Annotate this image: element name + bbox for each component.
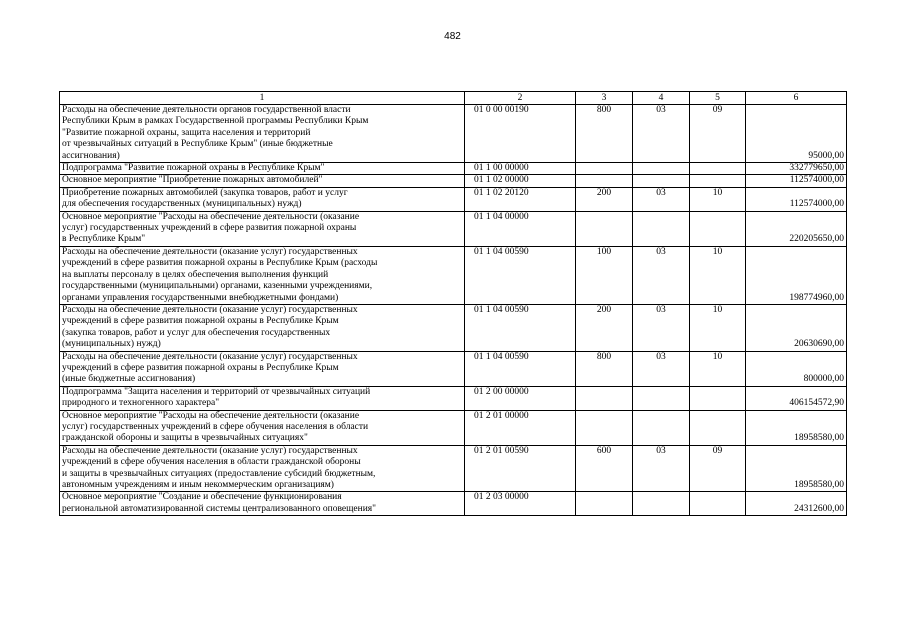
page-number: 482 bbox=[444, 31, 461, 42]
description-line: Основное мероприятие "Расходы на обеспечение деятельности (оказание bbox=[62, 211, 360, 222]
row-description bbox=[60, 175, 465, 187]
table-header-row bbox=[60, 92, 847, 105]
table-row bbox=[60, 492, 847, 516]
description-line: и защиты в чрезвычайных ситуациях (предоставление субсидий бюджетным, bbox=[62, 468, 376, 479]
table-row bbox=[60, 304, 847, 351]
table-row bbox=[60, 175, 847, 187]
row-section: 03 bbox=[633, 445, 690, 492]
header-cell-2: 2 bbox=[465, 92, 576, 105]
row-expense-type: 200 bbox=[576, 187, 633, 211]
row-subsection bbox=[690, 410, 746, 445]
description-line: учреждений в сфере обучения населения в области гражданской обороны bbox=[62, 457, 361, 468]
description-line: Основное мероприятие "Создание и обеспечение функционирования bbox=[62, 492, 342, 503]
row-expense-type bbox=[576, 163, 633, 175]
row-description bbox=[60, 246, 465, 304]
row-subsection: 09 bbox=[690, 105, 746, 163]
description-line: Расходы на обеспечение деятельности (оказание услуг) государственных bbox=[62, 304, 358, 315]
header-cell-5: 5 bbox=[690, 92, 746, 105]
row-amount: 24312600,00 bbox=[746, 492, 847, 516]
description-line: Расходы на обеспечение деятельности (оказание услуг) государственных bbox=[62, 246, 358, 257]
row-amount: 112574000,00 bbox=[746, 175, 847, 187]
row-expense-type: 100 bbox=[576, 246, 633, 304]
description-line: от чрезвычайных ситуаций в Республике Крым" (иные бюджетные bbox=[62, 139, 333, 150]
table-row bbox=[60, 351, 847, 386]
table-row bbox=[60, 410, 847, 445]
row-description bbox=[60, 410, 465, 445]
row-code: 01 1 04 00590 bbox=[465, 246, 576, 304]
row-amount: 332779650,00 bbox=[746, 163, 847, 175]
table-row bbox=[60, 386, 847, 410]
row-description bbox=[60, 351, 465, 386]
row-code: 01 1 00 00000 bbox=[465, 163, 576, 175]
row-section: 03 bbox=[633, 105, 690, 163]
row-amount: 95000,00 bbox=[746, 105, 847, 163]
description-line: учреждений в сфере развития пожарной охраны в Республике Крым bbox=[62, 362, 339, 373]
row-description bbox=[60, 304, 465, 351]
description-line: "Развитие пожарной охраны, защита населения и территорий bbox=[62, 127, 311, 138]
row-expense-type: 600 bbox=[576, 445, 633, 492]
description-line: (закупка товаров, работ и услуг для обеспечения государственных bbox=[62, 327, 331, 338]
table-row bbox=[60, 105, 847, 163]
row-subsection bbox=[690, 386, 746, 410]
description-line: Подпрограмма "Защита населения и территорий от чрезвычайных ситуаций bbox=[62, 386, 371, 397]
header-cell-4: 4 bbox=[633, 92, 690, 105]
table-body bbox=[60, 105, 847, 516]
description-line: Расходы на обеспечение деятельности органов государственной власти bbox=[62, 105, 351, 115]
row-expense-type: 800 bbox=[576, 105, 633, 163]
description-line: учреждений в сфере развития пожарной охраны в Республике Крым bbox=[62, 316, 339, 327]
description-line: Приобретение пожарных автомобилей (закупка товаров, работ и услуг bbox=[62, 187, 348, 198]
row-amount: 112574000,00 bbox=[746, 187, 847, 211]
row-section: 03 bbox=[633, 246, 690, 304]
row-section bbox=[633, 211, 690, 246]
description-line: для обеспечения государственных (муниципальных) нужд) bbox=[62, 199, 302, 210]
row-section bbox=[633, 386, 690, 410]
row-code: 01 2 03 00000 bbox=[465, 492, 576, 516]
row-code: 01 2 01 00590 bbox=[465, 445, 576, 492]
header-cell-3: 3 bbox=[576, 92, 633, 105]
row-section bbox=[633, 163, 690, 175]
header-cell-6: 6 bbox=[746, 92, 847, 105]
description-line: (муниципальных) нужд) bbox=[62, 339, 161, 350]
row-description bbox=[60, 187, 465, 211]
description-line: на выплаты персоналу в целях обеспечения выполнения функций bbox=[62, 269, 329, 280]
table-row bbox=[60, 211, 847, 246]
row-description bbox=[60, 163, 465, 175]
row-expense-type bbox=[576, 211, 633, 246]
description-line: гражданской обороны и защиты в чрезвычайных ситуациях" bbox=[62, 433, 308, 444]
description-line: (иные бюджетные ассигнования) bbox=[62, 374, 196, 385]
row-expense-type bbox=[576, 386, 633, 410]
description-line: государственными (муниципальными) органами, казенными учреждениями, bbox=[62, 281, 373, 292]
description-line: природного и техногенного характера" bbox=[62, 398, 220, 409]
row-amount: 20630690,00 bbox=[746, 304, 847, 351]
row-description bbox=[60, 445, 465, 492]
description-line: автономным учреждениям и иным некоммерческим организациям) bbox=[62, 480, 334, 490]
row-section bbox=[633, 410, 690, 445]
description-line: Республики Крым в рамках Государственной программы Республики Крым bbox=[62, 116, 369, 127]
row-section: 03 bbox=[633, 351, 690, 386]
row-subsection: 10 bbox=[690, 351, 746, 386]
row-expense-type bbox=[576, 492, 633, 516]
row-amount: 18958580,00 bbox=[746, 445, 847, 492]
row-code: 01 1 02 00000 bbox=[465, 175, 576, 187]
table-row bbox=[60, 187, 847, 211]
table-row bbox=[60, 246, 847, 304]
row-subsection bbox=[690, 492, 746, 516]
header-cell-1: 1 bbox=[60, 92, 465, 105]
row-description bbox=[60, 386, 465, 410]
row-subsection bbox=[690, 175, 746, 187]
row-code: 01 2 01 00000 bbox=[465, 410, 576, 445]
row-expense-type bbox=[576, 410, 633, 445]
row-code: 01 2 00 00000 bbox=[465, 386, 576, 410]
row-code: 01 1 04 00000 bbox=[465, 211, 576, 246]
description-line: ассигнования) bbox=[62, 150, 120, 161]
row-subsection: 10 bbox=[690, 187, 746, 211]
row-amount: 18958580,00 bbox=[746, 410, 847, 445]
description-line: Расходы на обеспечение деятельности (оказание услуг) государственных bbox=[62, 351, 358, 362]
row-expense-type: 200 bbox=[576, 304, 633, 351]
table-row bbox=[60, 445, 847, 492]
row-amount: 220205650,00 bbox=[746, 211, 847, 246]
row-amount: 198774960,00 bbox=[746, 246, 847, 304]
description-line: Подпрограмма "Развитие пожарной охраны в Республике Крым" bbox=[62, 163, 325, 174]
row-section: 03 bbox=[633, 304, 690, 351]
row-description bbox=[60, 105, 465, 163]
row-subsection bbox=[690, 211, 746, 246]
description-line: в Республике Крым" bbox=[62, 234, 146, 245]
description-line: услуг) государственных учреждений в сфере развития пожарной охраны bbox=[62, 223, 357, 234]
description-line: Основное мероприятие "Расходы на обеспечение деятельности (оказание bbox=[62, 410, 360, 421]
row-expense-type bbox=[576, 175, 633, 187]
row-subsection: 10 bbox=[690, 304, 746, 351]
row-code: 01 1 04 00590 bbox=[465, 304, 576, 351]
row-description bbox=[60, 492, 465, 516]
row-code: 01 1 04 00590 bbox=[465, 351, 576, 386]
row-description bbox=[60, 211, 465, 246]
row-section bbox=[633, 175, 690, 187]
row-subsection: 10 bbox=[690, 246, 746, 304]
description-line: региональной автоматизированной системы централизованного оповещения" bbox=[62, 503, 377, 514]
description-line: Основное мероприятие "Приобретение пожарных автомобилей" bbox=[62, 175, 323, 186]
table-row bbox=[60, 163, 847, 175]
row-expense-type: 800 bbox=[576, 351, 633, 386]
description-line: услуг) государственных учреждений в сфере обучения населения в области bbox=[62, 421, 369, 432]
budget-table bbox=[59, 91, 847, 516]
row-section bbox=[633, 492, 690, 516]
row-code: 01 0 00 00190 bbox=[465, 105, 576, 163]
description-line: учреждений в сфере развития пожарной охраны в Республике Крым (расходы bbox=[62, 258, 378, 269]
row-amount: 800000,00 bbox=[746, 351, 847, 386]
row-subsection bbox=[690, 163, 746, 175]
row-code: 01 1 02 20120 bbox=[465, 187, 576, 211]
row-subsection: 09 bbox=[690, 445, 746, 492]
description-line: органами управления государственными внебюджетными фондами) bbox=[62, 292, 339, 303]
row-amount: 406154572,90 bbox=[746, 386, 847, 410]
row-section: 03 bbox=[633, 187, 690, 211]
description-line: Расходы на обеспечение деятельности (оказание услуг) государственных bbox=[62, 445, 358, 456]
